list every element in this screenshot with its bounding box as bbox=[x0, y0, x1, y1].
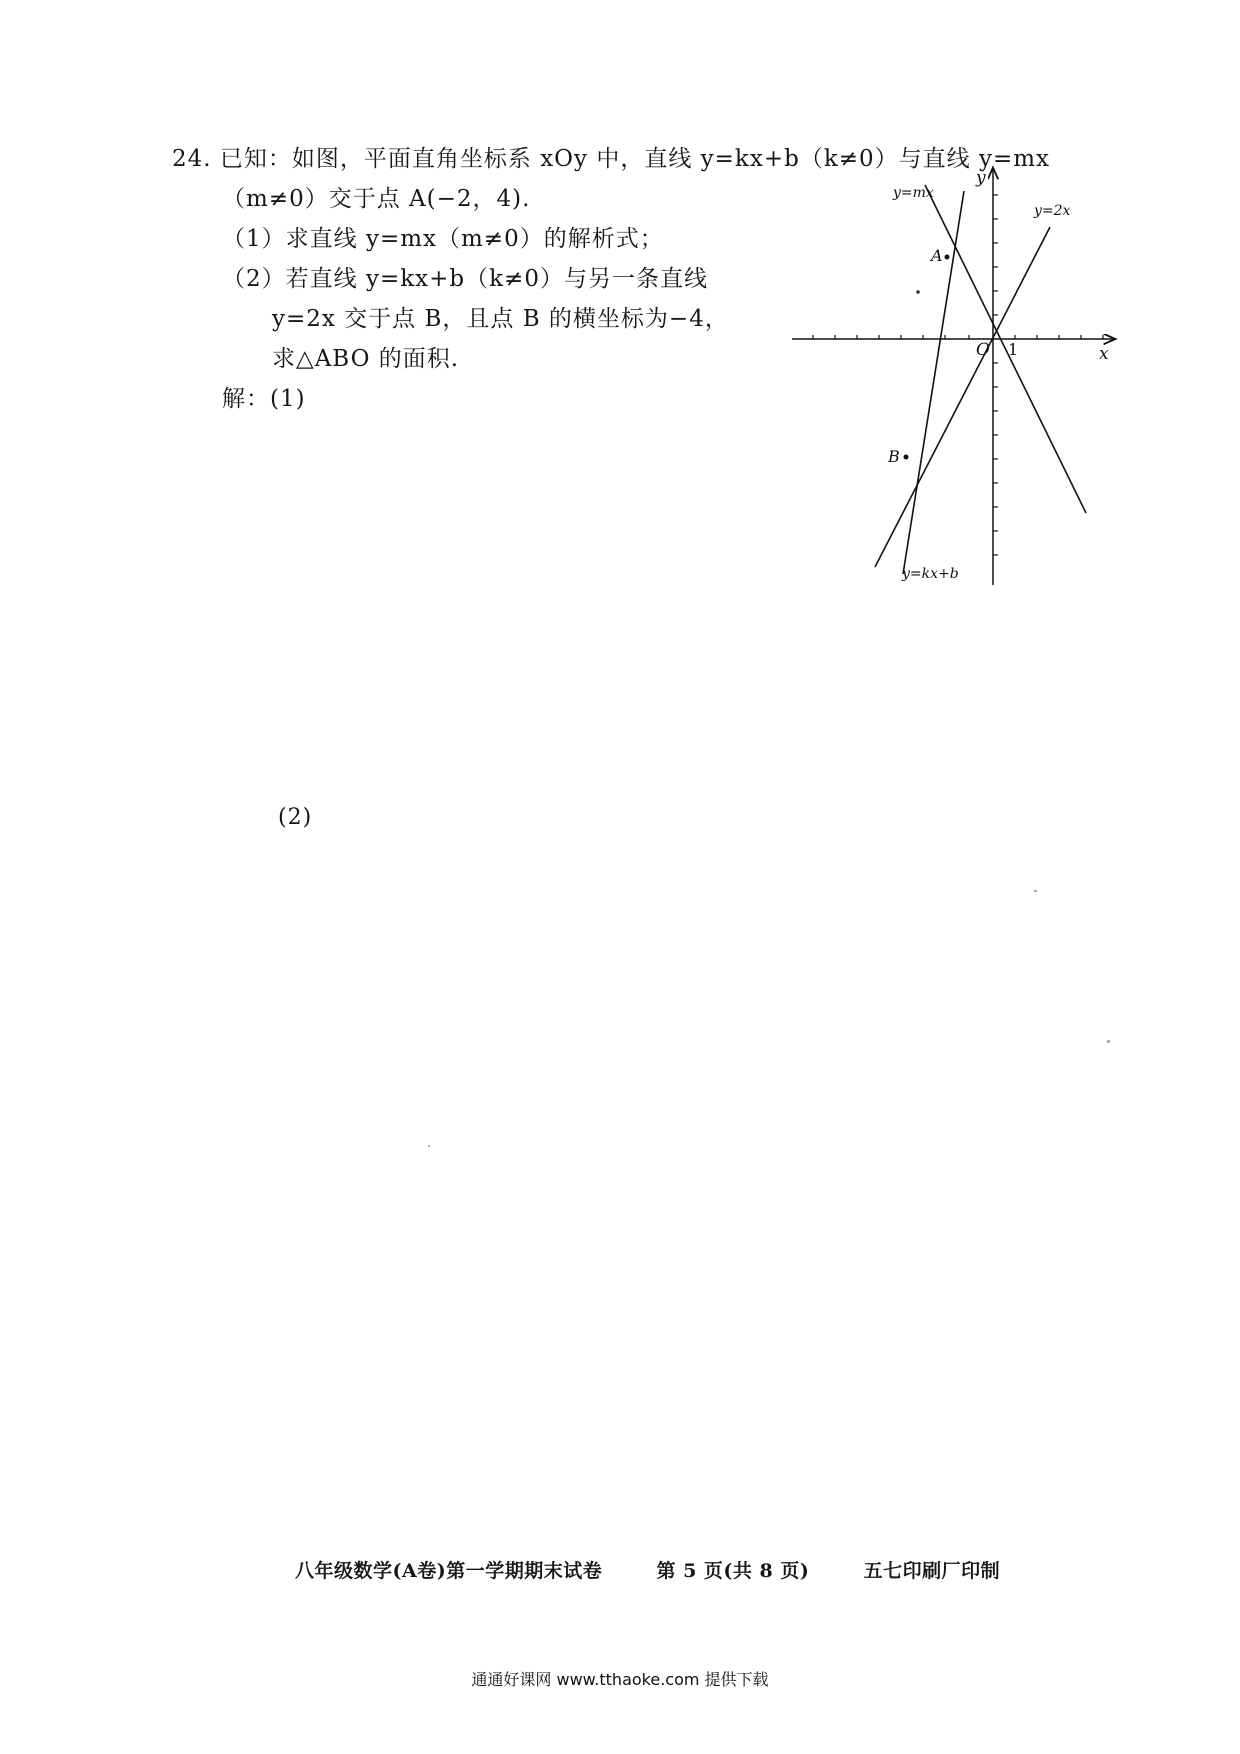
origin-label: O bbox=[976, 340, 990, 360]
line-y-2x bbox=[875, 227, 1050, 567]
line-y-mx bbox=[925, 185, 1086, 513]
y-axis-label: y bbox=[976, 168, 986, 188]
line-mx-label: y=mx bbox=[893, 185, 934, 201]
solution-label: 解：(1) bbox=[222, 386, 306, 412]
footer-page-number: 第 5 页(共 8 页) bbox=[656, 1560, 810, 1582]
exam-footer bbox=[295, 1556, 1000, 1583]
scan-speck bbox=[1034, 890, 1037, 892]
part-2-label: (2) bbox=[278, 805, 313, 830]
part-2-prompt-a: （2）若直线 y=kx+b（k≠0）与另一条直线 bbox=[222, 266, 708, 292]
scan-speck bbox=[428, 1145, 430, 1147]
point-b-label: B bbox=[888, 447, 900, 466]
unit-one-label: 1 bbox=[1008, 340, 1019, 359]
point-a-marker bbox=[945, 255, 950, 260]
stray-dot bbox=[916, 290, 920, 294]
x-axis-label: x bbox=[1099, 344, 1109, 364]
line-kxb-label: y=kx+b bbox=[902, 566, 959, 582]
point-b-marker bbox=[904, 455, 909, 460]
footer-exam-title: 八年级数学(A卷)第一学期期末试卷 bbox=[295, 1560, 603, 1582]
download-credit: 通通好课网 www.tthaoke.com 提供下载 bbox=[471, 1670, 769, 1689]
question-line-2: （m≠0）交于点 A(−2，4). bbox=[222, 186, 531, 212]
question-number: 24. bbox=[172, 146, 212, 172]
part-1-prompt: （1）求直线 y=mx（m≠0）的解析式； bbox=[222, 226, 664, 252]
footer-printer: 五七印刷厂印制 bbox=[863, 1560, 1001, 1582]
question-stem-1: 已知：如图，平面直角坐标系 xOy 中，直线 y=kx+b（k≠0）与直线 y=mx bbox=[219, 146, 1051, 172]
scan-speck bbox=[1107, 1040, 1110, 1043]
part-2-prompt-b: y=2x 交于点 B，且点 B 的横坐标为−4， bbox=[272, 306, 729, 332]
line-2x-label: y=2x bbox=[1034, 203, 1071, 219]
point-a-label: A bbox=[931, 246, 943, 265]
part-2-prompt-c: 求△ABO 的面积. bbox=[272, 346, 460, 372]
coordinate-figure bbox=[780, 165, 1120, 600]
